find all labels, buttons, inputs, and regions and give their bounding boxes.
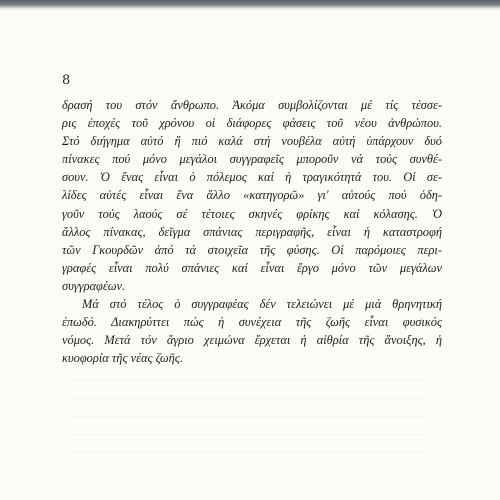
text-line: τῶν Γκουρδῶν ἀπό τά στοιχεῖα τῆς φύσης. Οἱ παρόμοιες περι- xyxy=(62,242,442,257)
text-line: ρις ἐποχές τοῦ χρόνου οἱ διάφορες φάσεις τοῦ νέου ἀνθρώπου. xyxy=(62,116,442,131)
page-top-edge xyxy=(0,8,500,10)
show-through-mark xyxy=(70,434,430,435)
text-line: συγγραφέων. xyxy=(62,278,126,293)
text-line: ἐπωδό. Διακηρύττει πώς ἡ συνέχεια τῆς ζωῆς εἶναι φυσικός xyxy=(62,315,442,330)
text-line: Μά στό τέλος ὁ συγγραφέας δέν τελειώνει μέ μιά θρηνητική xyxy=(82,297,442,312)
show-through-mark xyxy=(70,380,430,381)
text-line: δρασή του στόν ἄνθρωπο. Ἀκόμα συμβολίζονται μέ τίς τέσσε- xyxy=(62,98,442,112)
show-through-mark xyxy=(70,452,430,453)
text-line: λίδες αὐτές εἶναι ἕνα ἄλλο «κατηγορῶ» γι' αὐτούς πού ὁδη- xyxy=(62,188,442,203)
book-edge-shadow xyxy=(0,0,500,8)
text-line: κυοφορία τῆς νέας ζωῆς. xyxy=(62,351,183,366)
show-through-mark xyxy=(70,398,430,399)
text-line: νόμος. Μετά τόν ἄγριο χειμώνα ἔρχεται ἡ αἰθρία τῆς ἄνοιξης, ἡ xyxy=(62,333,442,348)
body-text xyxy=(62,96,442,367)
text-line: γραφές εἶναι πολύ σπάνιες καί εἶναι ἔργο μόνο τῶν μεγάλων xyxy=(62,260,442,275)
text-line: γοῦν τούς λαούς σέ τέτοιες σκηνές φρίκης καί κόλασης. Ὁ xyxy=(62,206,442,221)
page-number: 8 xyxy=(62,73,71,88)
text-line: σουν. Ὁ ἕνας εἶναι ὁ πόλεμος καί ἡ τραγικότητά του. Οἱ σε- xyxy=(62,170,442,185)
text-line: Στό διήγημα αὐτό ἤ πιό καλά στή νουβέλα αὐτή ὑπάρχουν δυό xyxy=(62,134,442,149)
text-line: πίνακες πού μόνο μεγάλοι συγγραφεῖς μποροῦν νά τούς συνθέ- xyxy=(62,152,442,167)
show-through-mark xyxy=(70,416,430,417)
text-line: ἄλλος πίνακας, δεῖγμα σπάνιας περιγραφῆς, εἶναι ἡ καταστροφή xyxy=(62,224,442,239)
paragraph-1 xyxy=(62,96,442,295)
paragraph-2 xyxy=(62,295,442,367)
